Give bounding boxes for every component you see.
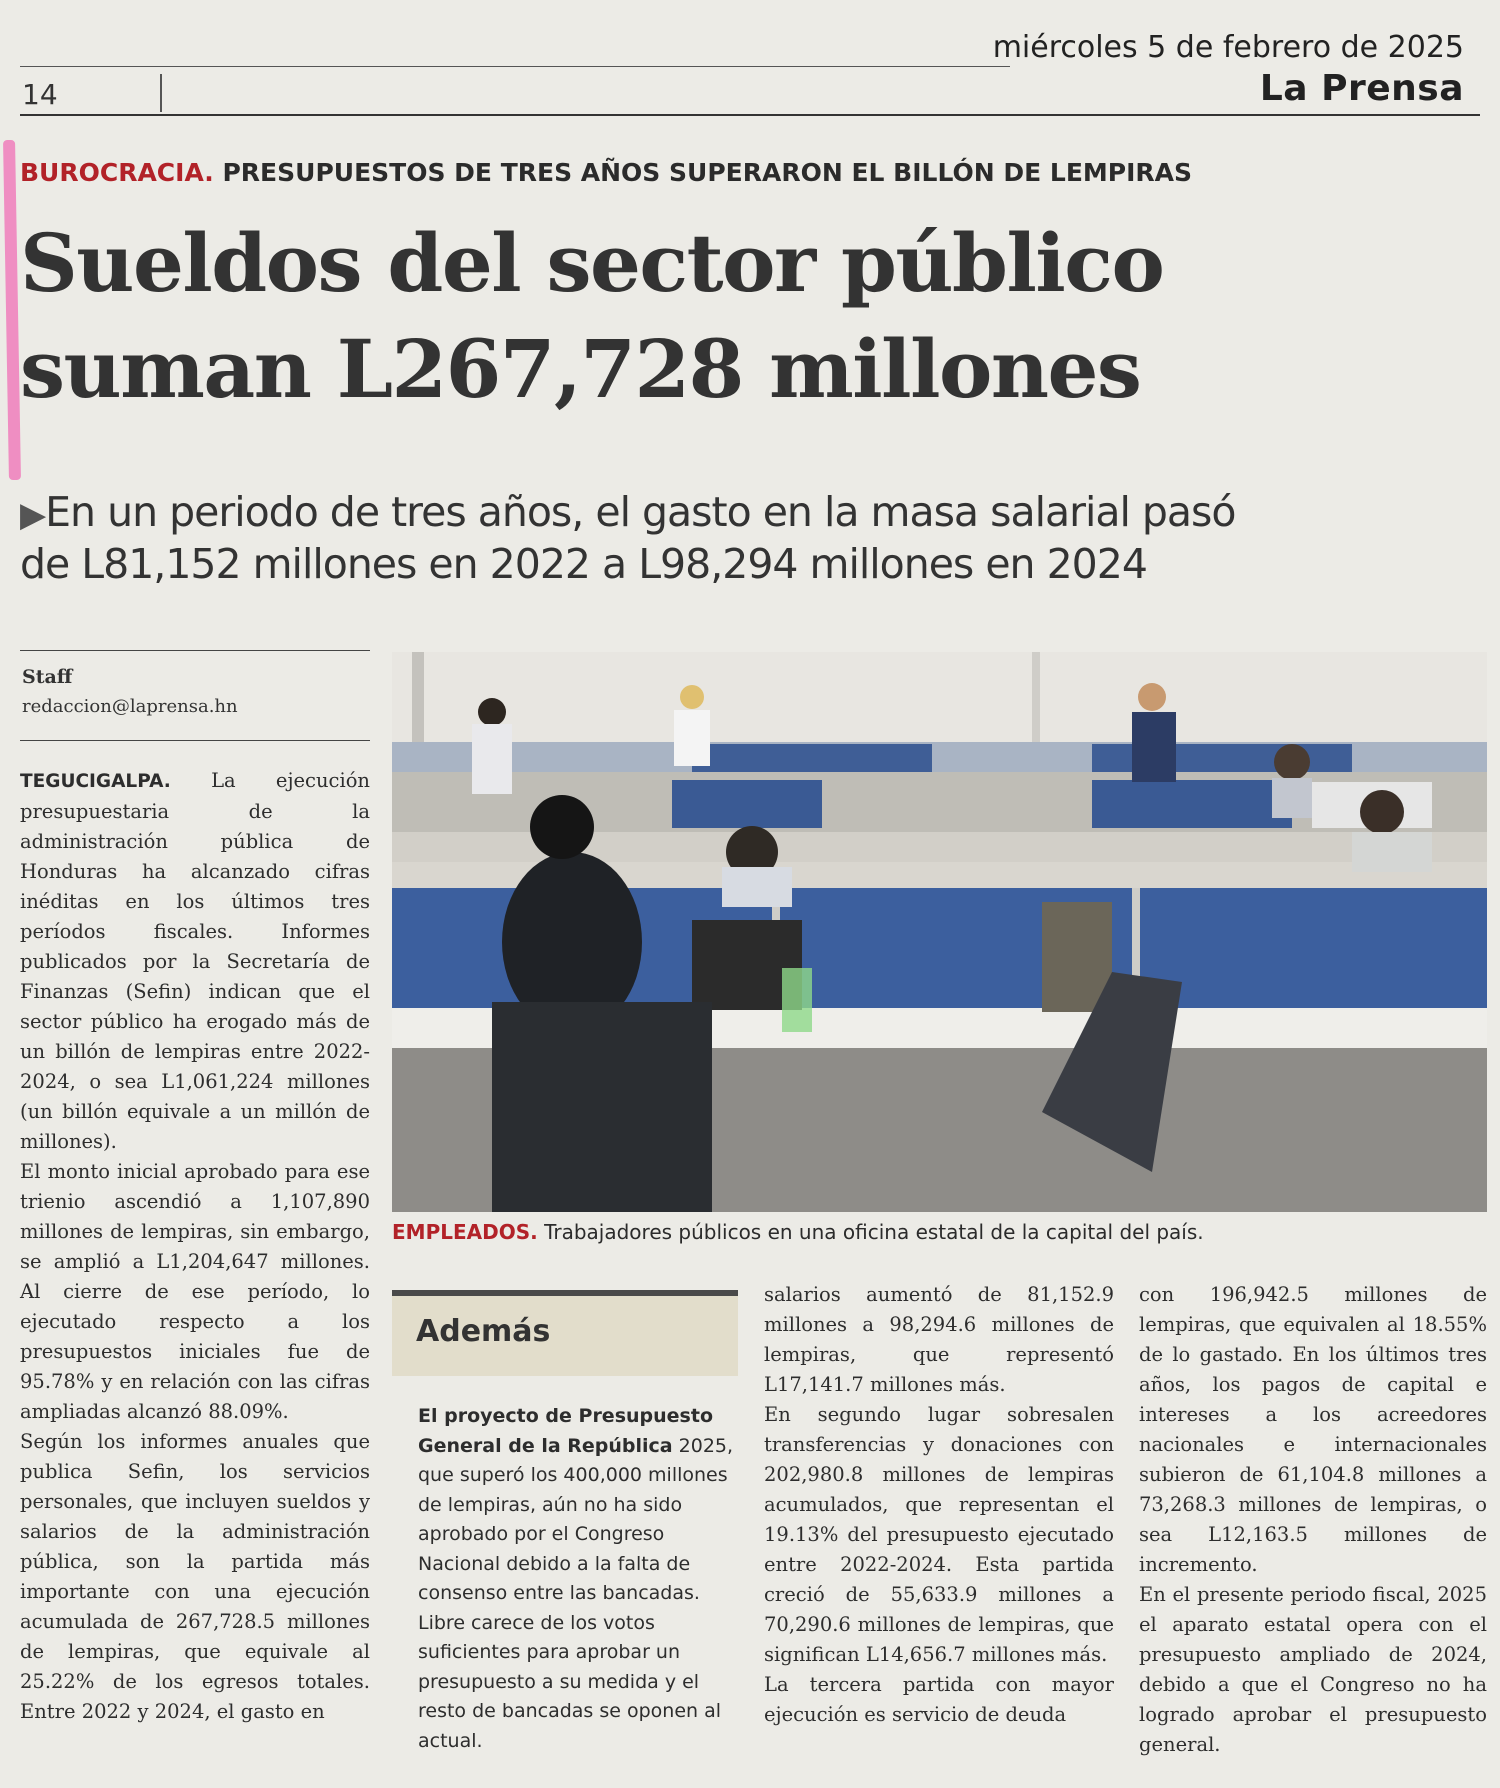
- article-column-4: [1139, 1280, 1487, 1760]
- photo-caption: [392, 1220, 1204, 1244]
- masthead-top-rule: [20, 66, 1010, 67]
- article-column-3: [764, 1280, 1114, 1730]
- article-paragraph: El monto inicial aprobado para ese trienio ascendió a 1,107,890 millones de lempiras, sin embargo, se amplió a L1,204,647 millones. Al cierre de ese período, lo ejecutado respecto a los presupuestos iniciales fue de 95.78% y en relación con las cifras ampliadas alcanzó 88.09%.: [20, 1160, 370, 1423]
- headline-line-1: Sueldos del sector público: [20, 216, 1164, 310]
- headline: [20, 210, 1320, 423]
- article-paragraph: con 196,942.5 millones de lempiras, que equivalen al 18.55% de lo gastado. En los últimos tres años, los pagos de capital e intereses a los acreedores nacionales e internacionales subieron de 61,104.8 millones a 73,268.3 millones de lempiras, o sea L12,163.5 millones de incremento.: [1139, 1283, 1487, 1576]
- office-photo: [392, 652, 1487, 1212]
- caption-lead: EMPLEADOS.: [392, 1220, 538, 1244]
- byline-email[interactable]: redaccion@laprensa.hn: [22, 696, 238, 717]
- kicker: [20, 158, 1192, 187]
- sidebar-body: [418, 1402, 740, 1756]
- subheadline-line-2: de L81,152 millones en 2022 a L98,294 millones en 2024: [20, 540, 1147, 589]
- article-paragraph: La tercera partida con mayor ejecución es servicio de deuda: [764, 1673, 1114, 1726]
- office-photo-illustration: [392, 652, 1487, 1212]
- dateline: TEGUCIGALPA.: [20, 771, 171, 792]
- kicker-text: PRESUPUESTOS DE TRES AÑOS SUPERARON EL BILLÓN DE LEMPIRAS: [222, 158, 1193, 187]
- sidebar-text: 2025, que superó los 400,000 millones de lempiras, aún no ha sido aprobado por el Congreso Nacional debido a la falta de consenso entre las bancadas. Libre carece de los votos suficientes para aprobar un presupuesto a su medida y el resto de bancadas se oponen al actual.: [418, 1434, 734, 1752]
- byline-author: Staff: [22, 666, 73, 688]
- masthead-rule: [20, 114, 1480, 116]
- caption-text: Trabajadores públicos en una oficina estatal de la capital del país.: [544, 1220, 1204, 1244]
- article-paragraph: salarios aumentó de 81,152.9 millones a 98,294.6 millones de lempiras, que representó L17,141.7 millones más.: [764, 1283, 1114, 1396]
- article-paragraph: Según los informes anuales que publica Sefin, los servicios personales, que incluyen sueldos y salarios de la administración pública, son la partida más importante con una ejecución acumulada de 267,728.5 millones de lempiras, que equivale al 25.22% de los egresos totales. Entre 2022 y 2024, el gasto en: [20, 1430, 370, 1723]
- article-paragraph: En segundo lugar sobresalen transferencias y donaciones con 202,980.8 millones de lempiras acumulados, que representan el 19.13% del presupuesto ejecutado entre 2022-2024. Esta partida creció de 55,633.9 millones a 70,290.6 millones de lempiras, que significan L14,656.7 millones más.: [764, 1403, 1114, 1666]
- issue-date: miércoles 5 de febrero de 2025: [992, 30, 1464, 65]
- arrow-icon: ▶: [20, 495, 46, 535]
- highlighter-mark: [3, 140, 21, 480]
- kicker-section: BUROCRACIA.: [20, 158, 214, 187]
- page-number-divider: [160, 74, 162, 112]
- sidebar-header: [392, 1290, 738, 1376]
- sidebar-bold-lead: El proyecto de Presupuesto General de la República: [418, 1405, 713, 1457]
- headline-line-2: suman L267,728 millones: [20, 322, 1141, 417]
- paragraph-text: La ejecución presupuestaria de la administración pública de Honduras ha alcanzado cifras inéditas en los últimos tres períodos fiscales. Informes publicados por la Secretaría de Finanzas (Sefin) indican que el sector público ha erogado más de un billón de lempiras entre 2022-2024, o sea L1,061,224 millones (un billón equivale a un millón de millones).: [20, 769, 370, 1153]
- article-paragraph: [20, 766, 370, 1157]
- sidebar-title: Además: [416, 1314, 551, 1349]
- byline-bottom-rule: [20, 740, 370, 741]
- subheadline-line-1: En un periodo de tres años, el gasto en la masa salarial pasó: [45, 488, 1236, 536]
- subheadline: [20, 486, 1400, 590]
- article-paragraph: En el presente periodo fiscal, 2025 el aparato estatal opera con el presupuesto ampliado de 2024, debido a que el Congreso no ha logrado aprobar el presupuesto general.: [1139, 1583, 1487, 1756]
- page-number: 14: [22, 78, 58, 111]
- article-column-1: [20, 766, 370, 1727]
- byline-top-rule: [20, 650, 370, 651]
- newspaper-brand: La Prensa: [1259, 68, 1464, 109]
